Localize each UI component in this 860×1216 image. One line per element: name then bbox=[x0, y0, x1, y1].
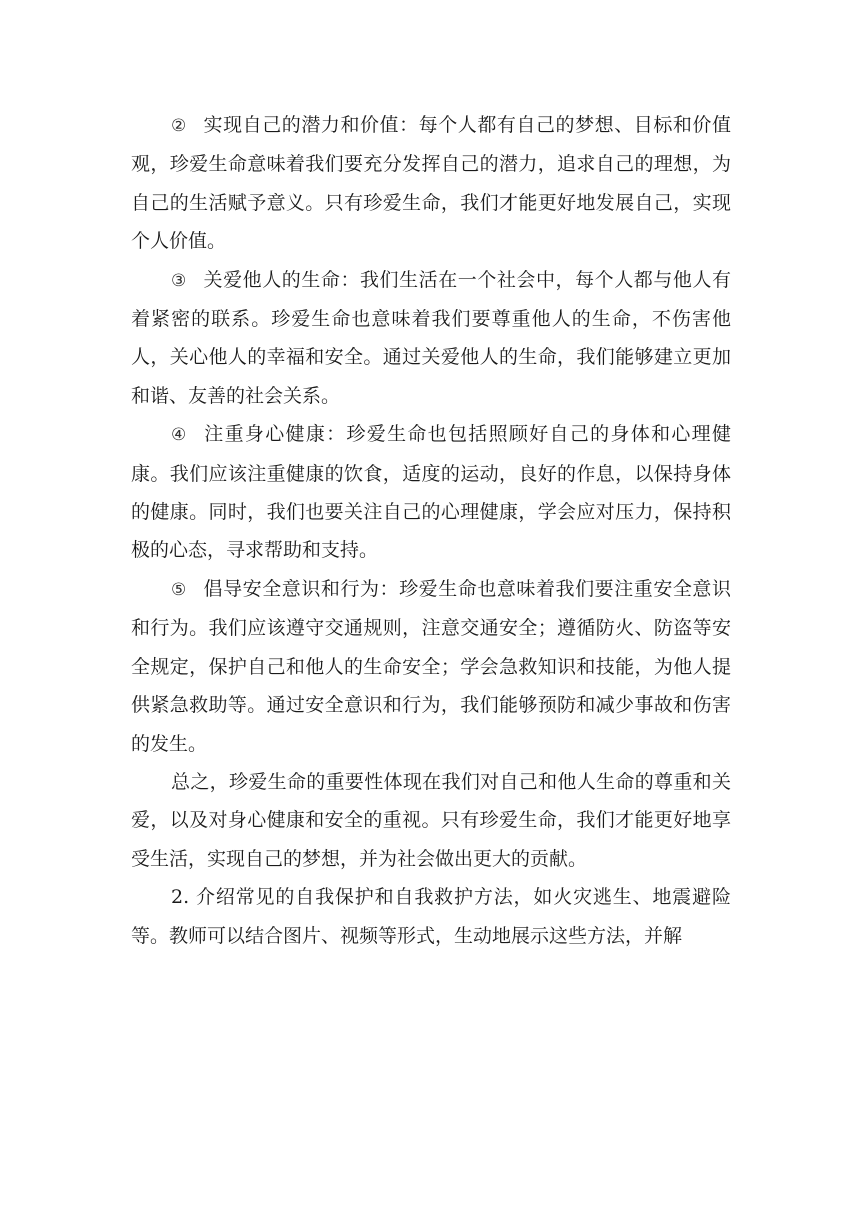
paragraph-item-2 bbox=[131, 106, 731, 261]
paragraph-text: 注重身心健康：珍爱生命也包括照顾好自己的身体和心理健康。我们应该注重健康的饮食，适度的运动，良好的作息，以保持身体的健康。同时，我们也要关注自己的心理健康，学会应对压力，保持积极的心态，寻求帮助和支持。 bbox=[131, 423, 731, 562]
paragraph-item-5 bbox=[131, 570, 731, 763]
paragraph-text: 实现自己的潜力和价值：每个人都有自己的梦想、目标和价值观，珍爱生命意味着我们要充分发挥自己的潜力，追求自己的理想，为自己的生活赋予意义。只有珍爱生命，我们才能更好地发展自己，实现个人价值。 bbox=[131, 114, 731, 253]
paragraph-item-4 bbox=[131, 415, 731, 570]
document-body bbox=[131, 106, 731, 955]
list-marker: ⑤ bbox=[171, 579, 187, 600]
paragraph-text: 关爱他人的生命：我们生活在一个社会中，每个人都与他人有着紧密的联系。珍爱生命也意味着我们要尊重他人的生命，不伤害他人，关心他人的幸福和安全。通过关爱他人的生命，我们能够建立更加和谐、友善的社会关系。 bbox=[131, 268, 731, 407]
paragraph-text: 总之，珍爱生命的重要性体现在我们对自己和他人生命的尊重和关爱，以及对身心健康和安全的重视。只有珍爱生命，我们才能更好地享受生活，实现自己的梦想，并为社会做出更大的贡献。 bbox=[131, 770, 731, 870]
paragraph-summary bbox=[131, 763, 731, 878]
list-marker: ③ bbox=[171, 270, 187, 291]
list-marker: ④ bbox=[171, 425, 187, 446]
paragraph-text: 2. 介绍常见的自我保护和自我救护方法，如火灾逃生、地震避险等。教师可以结合图片、视频等形式，生动地展示这些方法，并解 bbox=[131, 886, 731, 947]
paragraph-text: 倡导安全意识和行为：珍爱生命也意味着我们要注重安全意识和行为。我们应该遵守交通规则，注意交通安全；遵循防火、防盗等安全规定，保护自己和他人的生命安全；学会急救知识和技能，为他人提供紧急救助等。通过安全意识和行为，我们能够预防和减少事故和伤害的发生。 bbox=[131, 577, 731, 755]
paragraph-item-3 bbox=[131, 261, 731, 416]
paragraph-section-2 bbox=[131, 878, 731, 955]
list-marker: ② bbox=[171, 116, 187, 136]
